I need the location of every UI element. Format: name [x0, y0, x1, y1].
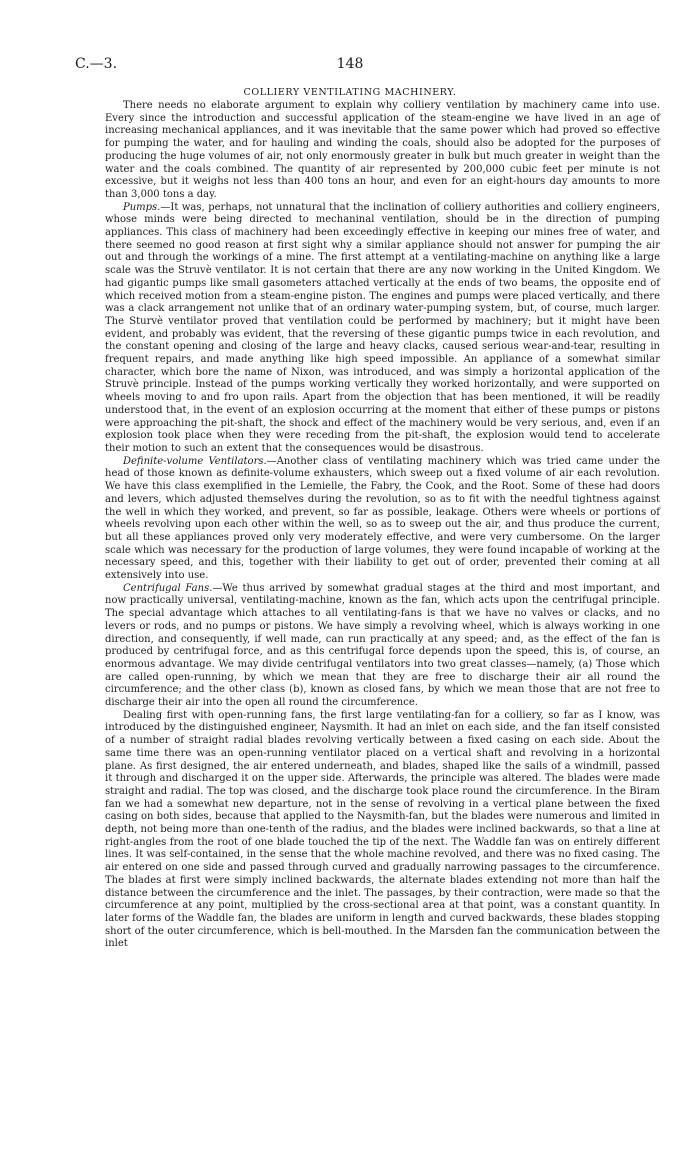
section-title: COLLIERY VENTILATING MACHINERY. [243, 87, 457, 98]
paragraph-text: —It was, perhaps, not unnatural that the inclination of colliery authorities and colliery engineers, whose minds were being directed to mechaninal ventilation, should be in the direction of pumping appliances. This class of machinery had been exceedingly effective in keeping our mines free of water, and there seemed no good reason at first sight why a similar appliance should not answer for pumping the air out and through the workings of a mine. The first attempt at a ventilating-machine on anything like a large scale was the Struvè ventilator. It is not certain that there are any now working in the United Kingdom. We had gigantic pumps like small gasometers attached vertically at the ends of two beams, the opposite end of which received motion from a steam-engine piston. The engines and pumps were placed vertically, and there was a clack arrangement not unlike that of an ordinary water-pumping system, but, of course, much larger. The Sturvè ventilator proved that ventilation could be performed by machinery; but it might have been evident, and probably was evident, that the reversing of these gigantic pumps twice in each revolution, and the constant opening and closing of the large and heavy clacks, caused serious wear-and-tear, resulting in frequent repairs, and made anything like high speed impossible. An appliance of a somewhat similar character, which bore the name of Nixon, was introduced, and was simply a horizontal application of the Struvè principle. Instead of the pumps working vertically they worked horizontally, and were supported on wheels moving to and fro upon rails. Apart from the objection that has been mentioned, it will be readily understood that, in the event of an explosion occurring at the moment that either of these pumps or pistons were approaching the pit-shaft, the shock and effect of the machinery would be very serious, and, even if an explosion took place when they were receding from the pit-shaft, the explosion would tend to accelerate their motion to such an extent that the consequences would be disastrous. [105, 201, 660, 454]
page-number: 148 [336, 56, 364, 72]
paragraph-pumps [105, 202, 660, 456]
paragraph-definite-volume [105, 456, 660, 583]
report-code: C.—3. [75, 56, 118, 72]
body-text [105, 100, 660, 951]
paragraph-lead: Pumps. [123, 201, 161, 213]
paragraph-lead: Definite-volume Ventilators. [123, 455, 267, 467]
paragraph-intro [105, 100, 660, 202]
paragraph-text: There needs no elaborate argument to explain why colliery ventilation by machinery came into use. Every since the introduction and successful application of the steam-engine we have lived in an age of increasing mechanical appliances, and it was inevitable that the same power which had proved so effective for pumping the water, and for hauling and winding the coals, should also be adopted for the purposes of producing the huge volumes of air, not only enormously greater in bulk but much greater in weight than the water and the coals combined. The quantity of air represented by 200,000 cubic feet per minute is not excessive, but it weighs not less than 400 tons an hour, and even for an eight-hours day amounts to more than 3,000 tons a day. [105, 100, 660, 200]
paragraph-lead: Centrifugal Fans. [123, 582, 213, 594]
paragraph-open-running [105, 710, 660, 951]
paragraph-text: —We thus arrived by somewhat gradual stages at the third and most important, and now practically universal, ventilating-machine, known as the fan, which acts upon the centrifugal principle. The special advantage which attaches to all ventilating-fans is that we have no valves or clacks, and no levers or rods, and no pumps or pistons. We have simply a revolving wheel, which is always working in one direction, and consequently, if well made, can run practically at any speed; and, as the effect of the fan is produced by centrifugal force, and as this centrifugal force depends upon the speed, this is, of course, an enormous advantage. We may divide centrifugal ventilators into two great classes—namely, (a) Those which are called open-running, by which we mean that they are free to discharge their air all round the circumference; and the other class (b), known as closed fans, by which we mean those that are not free to discharge their air into the open all round the circumference. [105, 582, 660, 709]
paragraph-text: —Another class of ventilating machinery which was tried came under the head of those known as definite-volume exhausters, which sweep out a fixed volume of air each revolution. We have this class exemplified in the Lemielle, the Fabry, the Cook, and the Root. Some of these had doors and levers, which adjusted themselves during the revolution, so as to fit with the needful tightness against the well in which they worked, and prevent, so far as possible, leakage. Others were wheels or portions of wheels revolving upon each other within the well, so as to sweep out the air, and thus produce the current, but all these appliances proved only very moderately effective, and were very cumbersome. On the larger scale which was necessary for the production of large volumes, they were found incapable of working at the necessary speed, and this, together with their liability to get out of order, prevented their coming at all extensively into use. [105, 455, 660, 582]
paragraph-centrifugal-fans [105, 583, 660, 710]
paragraph-text: Dealing first with open-running fans, the first large ventilating-fan for a colliery, so far as I know, was introduced by the distinguished engineer, Naysmith. It had an inlet on each side, and the fan itself consisted of a number of straight radial blades revolving vertically between a fixed casing on each side. About the same time there was an open-running ventilator placed on a vertical shaft and revolving in a horizontal plane. As first designed, the air entered underneath, and blades, shaped like the sails of a windmill, passed it through and discharged it on the upper side. Afterwards, the principle was altered. The blades were made straight and radial. The top was closed, and the discharge took place round the circumference. In the Biram fan we had a somewhat new departure, not in the sense of revolving in a vertical plane between the fixed casing on both sides, because that applied to the Naysmith-fan, but the blades were numerous and limited in depth, not being more than one-tenth of the radius, and the blades were inclined backwards, so that a line at right-angles from the root of one blade touched the tip of the next. The Waddle fan was on entirely different lines. It was self-contained, in the sense that the whole machine revolved, and there was no fixed casing. The air entered on one side and passed through curved and gradually narrowing passages to the circumference. The blades at first were simply inclined backwards, the alternate blades extending not more than half the distance between the circumference and the inlet. The passages, by their contraction, were made so that the circumference at any point, multiplied by the cross-sectional area at that point, was a constant quantity. In later forms of the Waddle fan, the blades are uniform in length and curved backwards, these blades stopping short of the outer circumference, which is bell-mouthed. In the Marsden fan the communication between the inlet [105, 709, 660, 950]
